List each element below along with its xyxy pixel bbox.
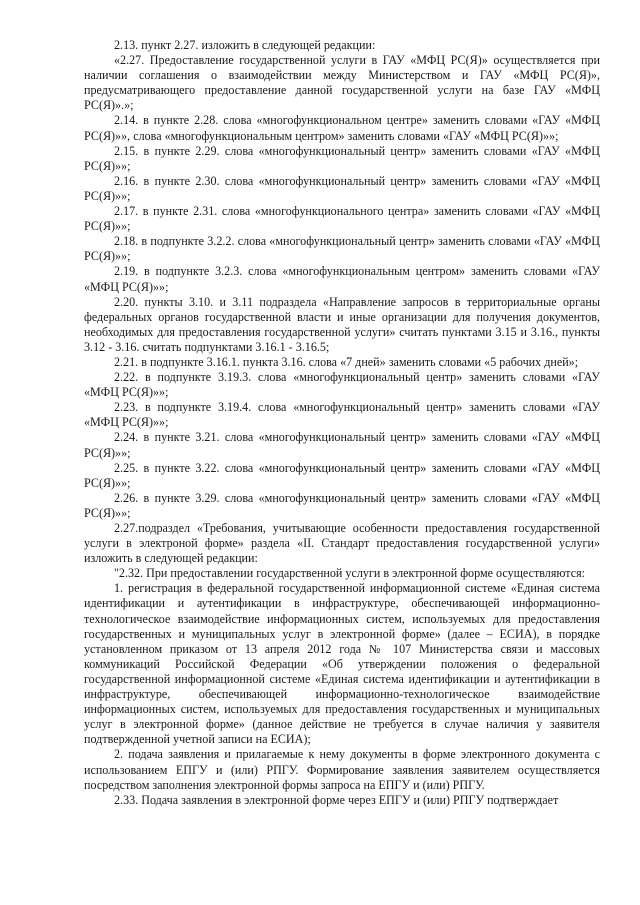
paragraph-2-22: 2.22. в подпункте 3.19.3. слова «многофункциональный центр» заменить словами «ГАУ «МФЦ РС(Я)»»; — [84, 370, 600, 400]
paragraph-2-15: 2.15. в пункте 2.29. слова «многофункциональный центр» заменить словами «ГАУ «МФЦ РС(Я)»»; — [84, 143, 600, 173]
paragraph-2-27-text: «2.27. Предоставление государственной услуги в ГАУ «МФЦ РС(Я)» осуществляется при наличии соглашения о взаимодействии между Министерством и ГАУ «МФЦ РС(Я)», предусматривающего предоставление данной государственной услуги на базе ГАУ «МФЦ РС(Я)».»; — [84, 53, 600, 113]
paragraph-item-1: 1. регистрация в федеральной государственной информационной системе «Единая система идентификации и аутентификации в инфраструктуре, обеспечивающей информационно-технологическое взаимодействие информационных систем, используемых для предоставления государственных и муниципальных услуг в электронной форме» (далее – ЕСИА), в порядке установленном приказом от 13 апреля 2012 года № 107 Министерства связи и массовых коммуникаций Российской Федерации «Об утверждении положения о федеральной государственной информационной системе «Единая система идентификации и аутентификации в инфраструктуре, обеспечивающей информационно-технологическое взаимодействие информационных систем, используемых для предоставления государственных и муниципальных услуг в электронной форме» (данное действие не требуется в случае наличия у заявителя подтвержденной учетной записи на ЕСИА); — [84, 581, 600, 747]
paragraph-2-23: 2.23. в подпункте 3.19.4. слова «многофункциональный центр» заменить словами «ГАУ «МФЦ РС(Я)»»; — [84, 400, 600, 430]
paragraph-2-13: 2.13. пункт 2.27. изложить в следующей редакции: — [114, 38, 376, 52]
paragraph-2-24: 2.24. в пункте 3.21. слова «многофункциональный центр» заменить словами «ГАУ «МФЦ РС(Я)»»; — [84, 430, 600, 460]
paragraph-2-19: 2.19. в подпункте 3.2.3. слова «многофункциональным центром» заменить словами «ГАУ «МФЦ РС(Я)»»; — [84, 264, 600, 294]
paragraph-2-32: "2.32. При предоставлении государственной услуги в электронной форме осуществляются: — [114, 566, 585, 581]
paragraph-item-2: 2. подача заявления и прилагаемые к нему документы в форме электронного документа с использованием ЕПГУ и (или) РПГУ. Формирование заявления заявителем осуществляется посредством заполнения электронной формы запроса на ЕПГУ и (или) РПГУ. — [84, 747, 600, 792]
paragraph-2-25: 2.25. в пункте 3.22. слова «многофункциональный центр» заменить словами «ГАУ «МФЦ РС(Я)»»; — [84, 460, 600, 490]
paragraph-2-33: 2.33. Подача заявления в электронной форме через ЕПГУ и (или) РПГУ подтверждает — [114, 792, 559, 807]
paragraph-2-17: 2.17. в пункте 2.31. слова «многофункционального центра» заменить словами «ГАУ «МФЦ РС(Я)»»; — [84, 204, 600, 234]
document-page — [84, 38, 600, 808]
paragraph-2-21: 2.21. в подпункте 3.16.1. пункта 3.16. слова «7 дней» заменить словами «5 рабочих дней»; — [114, 354, 579, 369]
paragraph-2-18: 2.18. в подпункте 3.2.2. слова «многофункциональный центр» заменить словами «ГАУ «МФЦ РС(Я)»»; — [84, 234, 600, 264]
paragraph-2-14: 2.14. в пункте 2.28. слова «многофункциональном центре» заменить словами «ГАУ «МФЦ РС(Я)»», слова «многофункциональным центром» заменить словами «ГАУ «МФЦ РС(Я)»»; — [84, 113, 600, 143]
paragraph-2-26: 2.26. в пункте 3.29. слова «многофункциональный центр» заменить словами «ГАУ «МФЦ РС(Я)»»; — [84, 490, 600, 520]
paragraph-2-20: 2.20. пункты 3.10. и 3.11 подраздела «Направление запросов в территориальные органы федеральных органов государственной власти и иные организации для получения документов, необходимых для предоставления государственной услуги» считать пунктами 3.15 и 3.16., пункты 3.12 - 3.16. считать подпунктами 3.16.1 - 3.16.5; — [84, 294, 600, 354]
paragraph-2-16: 2.16. в пункте 2.30. слова «многофункциональный центр» заменить словами «ГАУ «МФЦ РС(Я)»»; — [84, 173, 600, 203]
paragraph-2-27: 2.27.подраздел «Требования, учитывающие особенности предоставления государственной услуги в электроной форме» раздела «II. Стандарт предоставления государственной услуги» изложить в следующей редакции: — [84, 521, 600, 566]
